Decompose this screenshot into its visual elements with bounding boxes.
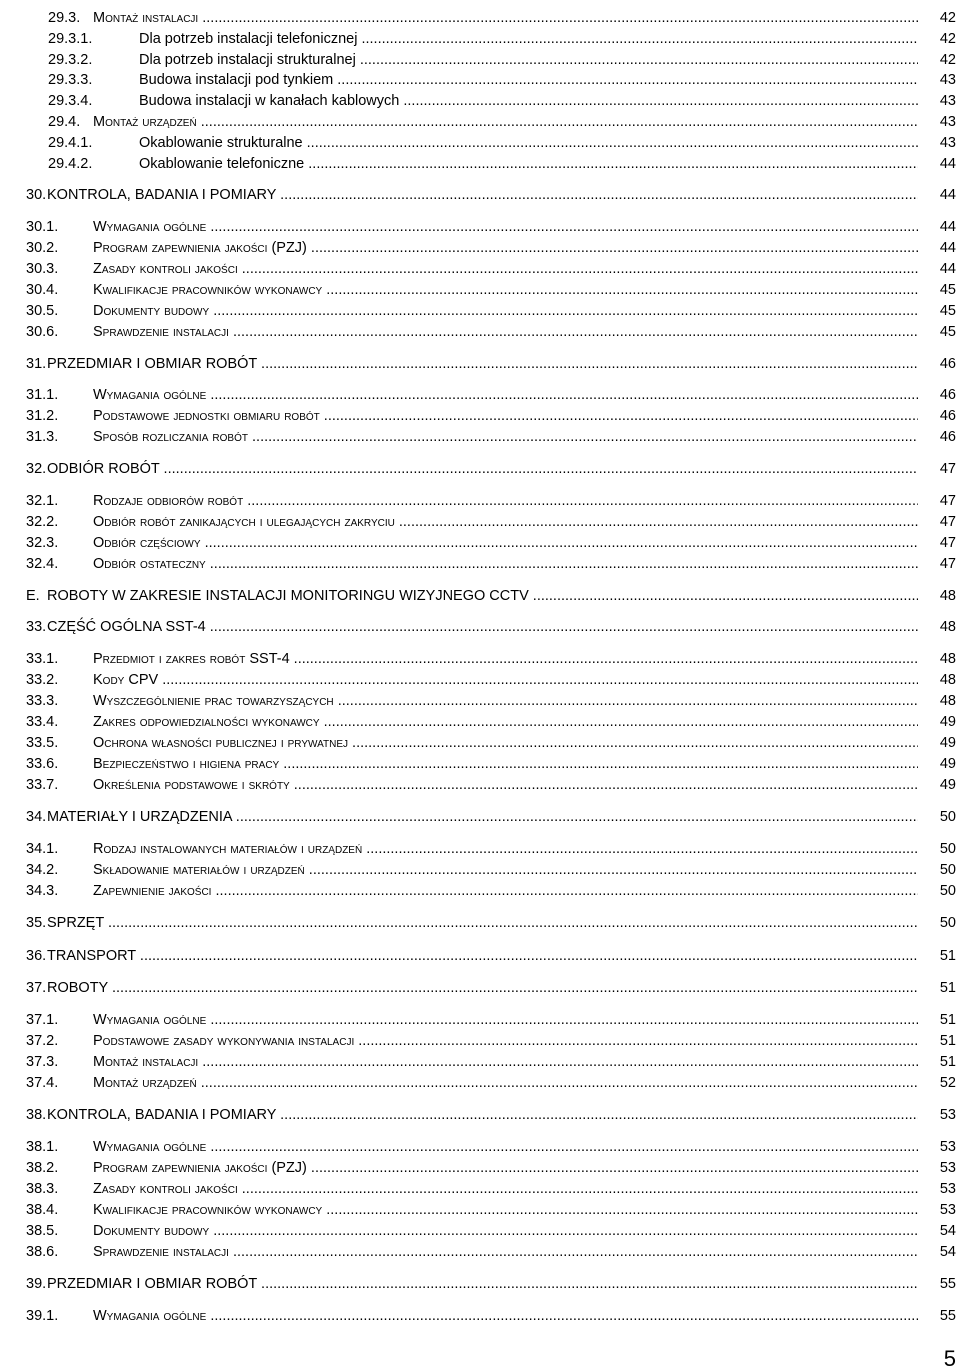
toc-entry[interactable] <box>0 1137 960 1157</box>
toc-entry-number: 32.2. <box>26 514 59 530</box>
toc-entry[interactable] <box>0 754 960 774</box>
toc-entry[interactable] <box>0 280 960 300</box>
toc-entry-page: 44 <box>939 187 956 203</box>
toc-entry-title: Wymagania ogólne ..... <box>93 1137 918 1157</box>
toc-entry-title: Kwalifikacje pracowników wykonawcy ..... <box>93 1200 918 1220</box>
toc-entry[interactable] <box>0 1105 960 1125</box>
toc-entry[interactable] <box>0 459 960 479</box>
toc-entry-page: 43 <box>939 93 956 109</box>
toc-entry-number: 38.4. <box>26 1202 59 1218</box>
toc-entry-number: 32.4. <box>26 556 59 572</box>
toc-entry-title: Podstawowe jednostki obmiaru robót ..... <box>93 406 918 426</box>
toc-entry[interactable] <box>0 712 960 732</box>
toc-entry[interactable] <box>0 554 960 574</box>
toc-entry[interactable] <box>0 1158 960 1178</box>
toc-entry[interactable] <box>0 775 960 795</box>
toc-entry-title: Montaż urządzeń ..... <box>93 112 918 132</box>
toc-entry-title: Montaż instalacji ..... <box>93 8 918 28</box>
toc-entry-title: Okablowanie telefoniczne ..... <box>139 154 918 174</box>
toc-entry-title: Wymagania ogólne ..... <box>93 385 918 405</box>
toc-entry-page: 46 <box>939 387 956 403</box>
toc-entry-page: 46 <box>939 356 956 372</box>
toc-entry-number: 34.3. <box>26 883 59 899</box>
toc-entry-title: Wyszczególnienie prac towarzyszących ..... <box>93 691 918 711</box>
toc-entry[interactable] <box>0 860 960 880</box>
toc-entry-page: 51 <box>939 1012 956 1028</box>
toc-entry-number: 29.3.2. <box>48 52 93 68</box>
toc-entry-number: 29.3.3. <box>48 72 93 88</box>
toc-entry[interactable] <box>0 1200 960 1220</box>
toc-entry[interactable] <box>0 29 960 49</box>
toc-entry[interactable] <box>0 670 960 690</box>
toc-entry-page: 45 <box>939 303 956 319</box>
toc-entry-title: Wymagania ogólne ..... <box>93 1306 918 1326</box>
toc-entry-page: 53 <box>939 1202 956 1218</box>
toc-entry[interactable] <box>0 238 960 258</box>
toc-entry-page: 54 <box>939 1244 956 1260</box>
toc-entry-page: 51 <box>939 948 956 964</box>
toc-entry-title: CZĘŚĆ OGÓLNA SST-4 ..... <box>47 617 918 637</box>
toc-entry[interactable] <box>0 1010 960 1030</box>
toc-entry-number: 32.3. <box>26 535 59 551</box>
toc-entry[interactable] <box>0 839 960 859</box>
toc-entry-page: 45 <box>939 324 956 340</box>
toc-entry-page: 46 <box>939 408 956 424</box>
toc-entry-number: 32. <box>26 461 47 477</box>
toc-entry-page: 44 <box>939 219 956 235</box>
toc-entry-number: 33.1. <box>26 651 59 667</box>
toc-entry[interactable] <box>0 1052 960 1072</box>
toc-entry-title: MATERIAŁY I URZĄDZENIA ..... <box>47 807 918 827</box>
toc-entry-title: Wymagania ogólne ..... <box>93 217 918 237</box>
toc-entry-title: Zasady kontroli jakości ..... <box>93 1179 918 1199</box>
toc-entry-title: Sposób rozliczania robót ..... <box>93 427 918 447</box>
toc-entry-number: 29.4. <box>48 114 81 130</box>
toc-entry-title: Sprawdzenie instalacji ..... <box>93 1242 918 1262</box>
toc-entry-title: Ochrona własności publicznej i prywatnej ..... <box>93 733 918 753</box>
toc-entry[interactable] <box>0 512 960 532</box>
toc-entry-page: 43 <box>939 72 956 88</box>
toc-entry-number: 33.7. <box>26 777 59 793</box>
toc-entry-number: 38.6. <box>26 1244 59 1260</box>
toc-entry-title: TRANSPORT ..... <box>47 946 918 966</box>
toc-entry-title: Dla potrzeb instalacji strukturalnej ..... <box>139 50 918 70</box>
toc-entry[interactable] <box>0 322 960 342</box>
toc-entry[interactable] <box>0 70 960 90</box>
toc-entry[interactable] <box>0 881 960 901</box>
toc-entry-number: 29.3.1. <box>48 31 93 47</box>
toc-entry-title: Bezpieczeństwo i higiena pracy ..... <box>93 754 918 774</box>
toc-entry[interactable] <box>0 586 960 606</box>
toc-entry-page: 49 <box>939 777 956 793</box>
toc-entry-page: 42 <box>939 52 956 68</box>
toc-entry[interactable] <box>0 301 960 321</box>
toc-entry-title: Wymagania ogólne ..... <box>93 1010 918 1030</box>
toc-entry-page: 55 <box>939 1308 956 1324</box>
toc-entry-title: Kwalifikacje pracowników wykonawcy ..... <box>93 280 918 300</box>
toc-entry-title: ROBOTY W ZAKRESIE INSTALACJI MONITORINGU WIZYJNEGO CCTV ..... <box>47 586 918 606</box>
toc-entry-number: 30.5. <box>26 303 59 319</box>
toc-entry-number: 35. <box>26 915 47 931</box>
toc-entry-title: Montaż instalacji ..... <box>93 1052 918 1072</box>
toc-entry-title: Montaż urządzeń ..... <box>93 1073 918 1093</box>
toc-entry-page: 50 <box>939 841 956 857</box>
toc-entry[interactable] <box>0 217 960 237</box>
toc-entry-page: 53 <box>939 1139 956 1155</box>
toc-entry[interactable] <box>0 259 960 279</box>
toc-entry[interactable] <box>0 354 960 374</box>
toc-entry-page: 53 <box>939 1160 956 1176</box>
toc-entry-title: ODBIÓR ROBÓT ..... <box>47 459 918 479</box>
toc-entry-title: Budowa instalacji pod tynkiem ..... <box>139 70 918 90</box>
toc-entry-page: 47 <box>939 535 956 551</box>
toc-entry[interactable] <box>0 185 960 205</box>
toc-entry-title: Budowa instalacji w kanałach kablowych ..... <box>139 91 918 111</box>
toc-entry-title: Określenia podstawowe i skróty ..... <box>93 775 918 795</box>
toc-entry-number: 33.3. <box>26 693 59 709</box>
toc-entry-title: Przedmiot i zakres robót SST-4 ..... <box>93 649 918 669</box>
toc-entry-number: 29.3. <box>48 10 81 26</box>
toc-entry-number: 31. <box>26 356 47 372</box>
toc-entry-number: 34. <box>26 809 47 825</box>
toc-entry[interactable] <box>0 807 960 827</box>
toc-entry[interactable] <box>0 691 960 711</box>
toc-entry[interactable] <box>0 154 960 174</box>
toc-entry-page: 50 <box>939 915 956 931</box>
toc-entry-page: 49 <box>939 714 956 730</box>
toc-entry-page: 49 <box>939 756 956 772</box>
toc-entry-title: Zasady kontroli jakości ..... <box>93 259 918 279</box>
toc-entry-page: 42 <box>939 10 956 26</box>
toc-entry-page: 48 <box>939 651 956 667</box>
toc-entry-number: 32.1. <box>26 493 59 509</box>
toc-entry-title: Program zapewnienia jakości (PZJ) ..... <box>93 238 918 258</box>
toc-entry-title: Zakres odpowiedzialności wykonawcy ..... <box>93 712 918 732</box>
toc-entry[interactable] <box>0 427 960 447</box>
toc-entry-number: 30.2. <box>26 240 59 256</box>
toc-entry-number: 39.1. <box>26 1308 59 1324</box>
toc-entry-title: Odbiór ostateczny ..... <box>93 554 918 574</box>
toc-entry-number: 38. <box>26 1107 47 1123</box>
toc-entry-page: 48 <box>939 619 956 635</box>
toc-entry-number: 29.3.4. <box>48 93 93 109</box>
toc-entry-number: 38.3. <box>26 1181 59 1197</box>
toc-entry[interactable] <box>0 1221 960 1241</box>
toc-entry[interactable] <box>0 385 960 405</box>
toc-entry-number: 33.2. <box>26 672 59 688</box>
toc-entry[interactable] <box>0 50 960 70</box>
toc-entry-number: 34.2. <box>26 862 59 878</box>
toc-entry-title: Składowanie materiałów i urządzeń ..... <box>93 860 918 880</box>
toc-entry-number: 38.5. <box>26 1223 59 1239</box>
toc-entry-page: 49 <box>939 735 956 751</box>
toc-entry-page: 51 <box>939 980 956 996</box>
toc-entry-page: 43 <box>939 114 956 130</box>
toc-entry-page: 54 <box>939 1223 956 1239</box>
toc-entry-number: 31.2. <box>26 408 59 424</box>
toc-entry-page: 51 <box>939 1054 956 1070</box>
toc-entry-number: 31.3. <box>26 429 59 445</box>
toc-entry-number: 36. <box>26 948 47 964</box>
toc-entry-page: 43 <box>939 135 956 151</box>
toc-entry-title: ROBOTY ..... <box>47 978 918 998</box>
toc-entry[interactable] <box>0 133 960 153</box>
toc-entry-number: 38.2. <box>26 1160 59 1176</box>
toc-entry-number: 39. <box>26 1276 47 1292</box>
toc-entry-number: 29.4.1. <box>48 135 93 151</box>
toc-entry-number: 33.6. <box>26 756 59 772</box>
toc-entry-number: 30.3. <box>26 261 59 277</box>
toc-entry-title: Zapewnienie jakości ..... <box>93 881 918 901</box>
toc-entry-title: Odbiór częściowy ..... <box>93 533 918 553</box>
toc-entry-number: 33. <box>26 619 47 635</box>
toc-entry-page: 48 <box>939 693 956 709</box>
toc-entry[interactable] <box>0 533 960 553</box>
toc-entry-title: Okablowanie strukturalne ..... <box>139 133 918 153</box>
toc-entry-page: 51 <box>939 1033 956 1049</box>
toc-entry[interactable] <box>0 649 960 669</box>
toc-entry-page: 47 <box>939 556 956 572</box>
toc-entry-title: Kody CPV ..... <box>93 670 918 690</box>
toc-entry-title: Program zapewnienia jakości (PZJ) ..... <box>93 1158 918 1178</box>
toc-entry-page: 50 <box>939 883 956 899</box>
toc-entry-page: 55 <box>939 1276 956 1292</box>
toc-entry-title: Dla potrzeb instalacji telefonicznej ..... <box>139 29 918 49</box>
toc-entry[interactable] <box>0 1274 960 1294</box>
toc-entry-number: 37.1. <box>26 1012 59 1028</box>
toc-entry-number: 38.1. <box>26 1139 59 1155</box>
toc-entry-page: 46 <box>939 429 956 445</box>
toc-entry[interactable] <box>0 406 960 426</box>
toc-entry-number: 30. <box>26 187 47 203</box>
toc-entry-title: KONTROLA, BADANIA I POMIARY ..... <box>47 1105 918 1125</box>
toc-entry-page: 44 <box>939 261 956 277</box>
toc-entry-number: 33.4. <box>26 714 59 730</box>
toc-entry-title: Rodzaje odbiorów robót ..... <box>93 491 918 511</box>
toc-entry-title: Dokumenty budowy ..... <box>93 301 918 321</box>
toc-entry-number: E. <box>26 588 40 604</box>
toc-entry[interactable] <box>0 946 960 966</box>
toc-entry-page: 53 <box>939 1107 956 1123</box>
toc-entry-number: 30.6. <box>26 324 59 340</box>
toc-entry-page: 47 <box>939 461 956 477</box>
toc-entry-title: KONTROLA, BADANIA I POMIARY ..... <box>47 185 918 205</box>
toc-entry-page: 48 <box>939 672 956 688</box>
toc-entry-number: 29.4.2. <box>48 156 93 172</box>
toc-entry-title: Sprawdzenie instalacji ..... <box>93 322 918 342</box>
toc-entry-title: Rodzaj instalowanych materiałów i urządzeń ..... <box>93 839 918 859</box>
toc-entry-page: 53 <box>939 1181 956 1197</box>
toc-entry-number: 33.5. <box>26 735 59 751</box>
toc-entry[interactable] <box>0 8 960 28</box>
toc-entry-page: 50 <box>939 809 956 825</box>
toc-entry-number: 37. <box>26 980 47 996</box>
toc-entry[interactable] <box>0 1306 960 1326</box>
page-number: 5 <box>943 1346 956 1371</box>
toc-entry[interactable] <box>0 1242 960 1262</box>
toc-entry-page: 52 <box>939 1075 956 1091</box>
toc-entry[interactable] <box>0 617 960 637</box>
toc-entry-page: 48 <box>939 588 956 604</box>
toc-entry-page: 44 <box>939 240 956 256</box>
toc-entry-page: 42 <box>939 31 956 47</box>
toc-entry[interactable] <box>0 1073 960 1093</box>
toc-entry-number: 30.4. <box>26 282 59 298</box>
toc-entry-title: PRZEDMIAR I OBMIAR ROBÓT ..... <box>47 1274 918 1294</box>
toc-entry-title: Dokumenty budowy ..... <box>93 1221 918 1241</box>
toc-entry[interactable] <box>0 112 960 132</box>
toc-entry-page: 44 <box>939 156 956 172</box>
toc-entry-title: Podstawowe zasady wykonywania instalacji ..... <box>93 1031 918 1051</box>
toc-entry[interactable] <box>0 491 960 511</box>
toc-entry-number: 30.1. <box>26 219 59 235</box>
toc-entry-number: 37.2. <box>26 1033 59 1049</box>
toc-entry[interactable] <box>0 913 960 933</box>
toc-entry[interactable] <box>0 91 960 111</box>
toc-entry[interactable] <box>0 978 960 998</box>
toc-entry-page: 47 <box>939 514 956 530</box>
toc-entry-number: 37.3. <box>26 1054 59 1070</box>
toc-entry[interactable] <box>0 1179 960 1199</box>
toc-entry-number: 37.4. <box>26 1075 59 1091</box>
toc-entry-page: 47 <box>939 493 956 509</box>
toc-entry-page: 45 <box>939 282 956 298</box>
toc-entry-title: SPRZĘT ..... <box>47 913 918 933</box>
toc-entry-number: 34.1. <box>26 841 59 857</box>
toc-entry-title: PRZEDMIAR I OBMIAR ROBÓT ..... <box>47 354 918 374</box>
toc-entry-page: 50 <box>939 862 956 878</box>
toc-entry[interactable] <box>0 1031 960 1051</box>
toc-entry-title: Odbiór robót zanikających i ulegających zakryciu ..... <box>93 512 918 532</box>
toc-entry[interactable] <box>0 733 960 753</box>
toc-entry-number: 31.1. <box>26 387 59 403</box>
